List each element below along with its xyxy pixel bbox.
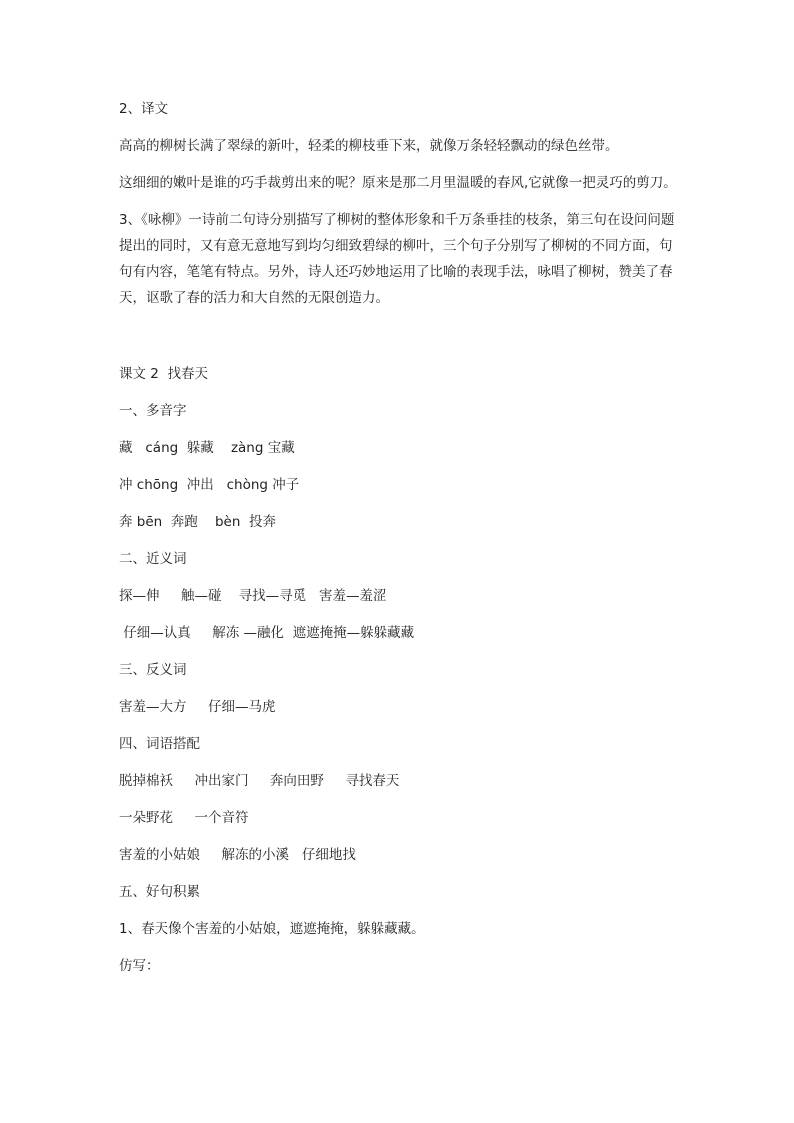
antonym-heading: 三、反义词 bbox=[119, 662, 187, 678]
lesson-title: 课文 2 找春天 bbox=[119, 366, 208, 382]
polyphone-line: 奔 bēn 奔跑 bèn 投奔 bbox=[119, 514, 276, 530]
synonym-line: 仔细—认真 解冻 —融化 遮遮掩掩—躲躲藏藏 bbox=[119, 625, 415, 641]
translation-heading: 2、译文 bbox=[119, 101, 169, 117]
polyphone-heading: 一、多音字 bbox=[119, 403, 187, 419]
collocation-line: 害羞的小姑娘 解冻的小溪 仔细地找 bbox=[119, 847, 356, 863]
polyphone-line: 藏 cáng 躲藏 zàng 宝藏 bbox=[119, 440, 295, 456]
translation-paragraph-2: 这细细的嫩叶是谁的巧手裁剪出来的呢？原来是那二月里温暖的春风,它就像一把灵巧的剪刀。 bbox=[119, 175, 677, 191]
document-content bbox=[119, 96, 679, 979]
collocation-line: 脱掉棉袄 冲出家门 奔向田野 寻找春天 bbox=[119, 773, 400, 789]
collocation-line: 一朵野花 一个音符 bbox=[119, 810, 249, 826]
sentence-heading: 五、好句积累 bbox=[119, 884, 200, 900]
synonym-line: 探—伸 触—碰 寻找—寻觅 害羞—羞涩 bbox=[119, 588, 387, 604]
collocation-heading: 四、词语搭配 bbox=[119, 736, 200, 752]
antonym-line: 害羞—大方 仔细—马虎 bbox=[119, 699, 276, 715]
translation-paragraph-1: 高高的柳树长满了翠绿的新叶，轻柔的柳枝垂下来，就像万条轻轻飘动的绿色丝带。 bbox=[119, 138, 619, 154]
imitation-label: 仿写： bbox=[119, 958, 160, 974]
poem-analysis-paragraph: 3、《咏柳》一诗前二句诗分别描写了柳树的整体形象和千万条垂挂的枝条，第三句在设问问题提出的同时，又有意无意地写到均匀细致碧绿的柳叶，三个句子分别写了柳树的不同方面，句句有内容，笔笔有特点。另外，诗人还巧妙地运用了比喻的表现手法，咏唱了柳树，赞美了春天，讴歌了春的活力和大自然的无限创造力。 bbox=[119, 212, 675, 306]
synonym-heading: 二、近义词 bbox=[119, 551, 187, 567]
polyphone-line: 冲 chōng 冲出 chòng 冲子 bbox=[119, 477, 300, 493]
sentence-example: 1、春天像个害羞的小姑娘，遮遮掩掩，躲躲藏藏。 bbox=[119, 921, 425, 937]
